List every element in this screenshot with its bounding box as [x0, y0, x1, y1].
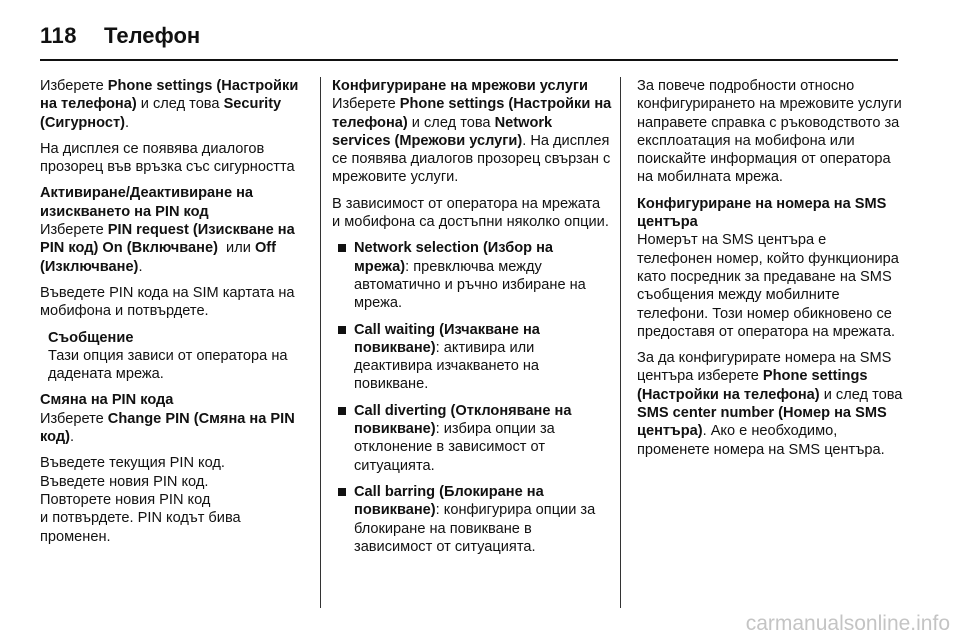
- watermark: carmanualsonline.info: [745, 612, 950, 635]
- option-name: Network selection (Избор на мрежа): [354, 240, 554, 275]
- note-box: [40, 329, 310, 384]
- option-name: Call diverting (Отклоняване на повикване): [354, 402, 572, 438]
- text: . На дисплея се появява диалогов прозорец свързан с мрежовите услуги.: [332, 132, 611, 186]
- paragraph: [637, 349, 905, 459]
- menu-path: Security (Сигурност): [40, 96, 282, 131]
- list-item: [332, 402, 612, 475]
- list-item: [332, 239, 612, 312]
- page-number: 118: [40, 23, 77, 48]
- text: .: [138, 258, 143, 275]
- bullet-icon: [338, 407, 346, 415]
- step-line: Повторете новия PIN код: [40, 491, 211, 508]
- option-name: Call barring (Блокиране на повикване): [354, 483, 544, 519]
- option-description: : конфигурира опции за блокиране на повикване в зависимост от ситуацията.: [354, 502, 596, 555]
- section-heading: Конфигуриране на мрежови услуги: [332, 78, 588, 94]
- step-line: Въведете новия PIN код.: [40, 473, 209, 490]
- paragraph: На дисплея се появява диалогов прозорец във връзка със сигурността: [40, 140, 295, 176]
- bullet-icon: [338, 326, 346, 334]
- option-description: : избира опции за отклонение в зависимост от ситуацията.: [354, 421, 555, 474]
- paragraph: В зависимост от оператора на мрежата и мобифона са достъпни няколко опции.: [332, 195, 609, 231]
- option-description: : активира или деактивира изчакването на повикване.: [354, 339, 540, 393]
- menu-path: Phone settings (Настройки на телефона): [637, 368, 868, 403]
- text: .: [124, 114, 130, 131]
- text: Изберете: [40, 222, 108, 239]
- section: [40, 184, 310, 275]
- section: [637, 195, 905, 341]
- menu-path: On (Включване): [102, 240, 218, 257]
- menu-path: Phone settings (Настройки на телефона): [332, 96, 612, 131]
- list-item: [332, 483, 612, 556]
- menu-path: Change PIN (Смяна на PIN код): [40, 410, 295, 446]
- text: или: [217, 240, 255, 257]
- column-1: [40, 77, 310, 554]
- text: За да конфигурирате номера на SMS центъра изберете: [637, 350, 892, 385]
- text: Номерът на SMS центъра е телефонен номер, който функционира като посредник за предаване на SMS съобщения между мобилните телефони. Този номер обикновено се предоставя от оператора на мрежата.: [637, 232, 899, 340]
- menu-path: SMS center number (Номер на SMS центъра): [637, 405, 887, 440]
- column-divider-1: [320, 77, 321, 608]
- text: Изберете: [332, 96, 400, 113]
- paragraph: Въведете PIN кода на SIM картата на мобифона и потвърдете.: [40, 284, 295, 320]
- section-heading: Активиране/Деактивиране на изискването на PIN код: [40, 185, 254, 220]
- column-3: [637, 77, 905, 467]
- section-heading: Конфигуриране на номера на SMS центъра: [637, 195, 887, 231]
- option-description: : превключва между автоматично и ръчно избиране на мрежа.: [354, 258, 586, 312]
- paragraph: [40, 77, 310, 132]
- step-line: Въведете текущия PIN код.: [40, 455, 225, 472]
- text: Изберете: [40, 410, 108, 427]
- page-title: Телефон: [104, 23, 201, 48]
- text: и след това: [407, 114, 495, 131]
- text: и след това: [819, 386, 903, 403]
- menu-path: Phone settings (Настройки на телефона): [40, 78, 299, 113]
- text: и след това: [136, 96, 224, 113]
- step-line: и потвърдете. PIN кодът бива променен.: [40, 510, 241, 545]
- page-header: [40, 16, 200, 56]
- text: Изберете: [40, 78, 108, 94]
- menu-path: PIN request (Изискване на PIN код): [40, 222, 295, 257]
- section: [40, 391, 310, 446]
- list-item: [332, 321, 612, 394]
- bullet-icon: [338, 488, 346, 496]
- option-name: Call waiting (Изчакване на повикване): [354, 321, 540, 356]
- text: .: [69, 429, 75, 446]
- note-text: Тази опция зависи от оператора на дадената мрежа.: [48, 347, 288, 383]
- paragraph: За повече подробности относно конфигурирането на мрежовите услуги направете справка с ръководството за експлоатация на мобифона или поискайте информация от оператора на мобилната мрежа.: [637, 78, 902, 186]
- header-rule: [40, 59, 898, 61]
- bullet-icon: [338, 244, 346, 252]
- column-2: [332, 77, 612, 564]
- text: . Ако е необходимо, променете номера на SMS центъра.: [637, 423, 885, 458]
- steps: [40, 454, 310, 545]
- section-heading: Смяна на PIN кода: [40, 392, 174, 409]
- note-title: Съобщение: [48, 329, 134, 346]
- menu-path: Network services (Мрежови услуги): [332, 114, 553, 149]
- section: [332, 77, 612, 187]
- column-divider-2: [620, 77, 621, 608]
- menu-path: Off (Изключване): [40, 240, 277, 275]
